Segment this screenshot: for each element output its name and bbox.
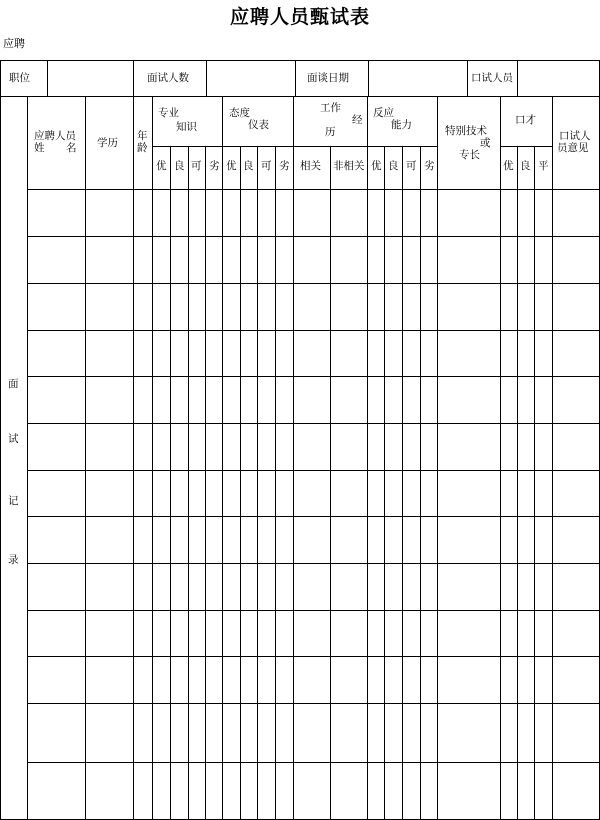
eloquence-grade-average: 平 xyxy=(538,160,549,172)
eloquence-grade-good: 良 xyxy=(520,160,531,172)
interview-date-label: 面谈日期 xyxy=(307,72,349,84)
education-header: 学历 xyxy=(97,137,118,149)
interview-count-label: 面试人数 xyxy=(147,72,189,84)
attitude-grade-fair: 可 xyxy=(261,160,272,172)
opinion-header-line1: 口试人 xyxy=(559,130,591,142)
reaction-header-line2: 能力 xyxy=(391,119,412,131)
age-header-line2: 龄 xyxy=(137,142,148,154)
age-header-line1: 年 xyxy=(137,130,148,142)
attitude-grade-poor: 劣 xyxy=(279,160,290,172)
form-subtitle: 应聘 xyxy=(3,37,25,50)
knowledge-header-line2: 知识 xyxy=(176,121,197,133)
name-header-line2a: 姓 xyxy=(34,142,45,154)
attitude-header-line1: 态度 xyxy=(229,107,250,119)
experience-header-line3: 历 xyxy=(325,126,336,138)
side-label-char-1: 面 xyxy=(8,378,19,390)
knowledge-grade-poor: 劣 xyxy=(209,160,220,172)
attitude-grade-excellent: 优 xyxy=(226,160,237,172)
side-label-char-2: 试 xyxy=(8,433,19,445)
knowledge-grade-good: 良 xyxy=(174,160,185,172)
name-header-line2b: 名 xyxy=(66,142,77,154)
skill-header-line1: 特别技术 xyxy=(445,125,487,137)
eloquence-grade-excellent: 优 xyxy=(503,160,514,172)
reaction-grade-poor: 劣 xyxy=(424,160,435,172)
attitude-header-line2: 仪表 xyxy=(248,119,269,131)
oral-examiner-label: 口试人员 xyxy=(471,72,513,84)
side-label-char-4: 录 xyxy=(8,554,19,566)
reaction-grade-good: 良 xyxy=(388,160,399,172)
experience-header-line2: 经 xyxy=(352,114,363,126)
experience-related: 相关 xyxy=(300,160,321,172)
experience-unrelated: 非相关 xyxy=(333,160,365,172)
experience-header-line1: 工作 xyxy=(320,102,341,114)
position-label: 职位 xyxy=(9,72,30,84)
name-header-line1: 应聘人员 xyxy=(34,130,76,142)
table-border xyxy=(1,61,600,820)
knowledge-grade-fair: 可 xyxy=(191,160,202,172)
reaction-header-line1: 反应 xyxy=(373,107,394,119)
eloquence-header: 口才 xyxy=(515,114,536,126)
form-title: 应聘人员甄试表 xyxy=(229,6,370,28)
opinion-header-line2: 员意见 xyxy=(557,142,589,154)
knowledge-header-line1: 专业 xyxy=(158,107,179,119)
side-label-char-3: 记 xyxy=(8,495,19,507)
reaction-grade-fair: 可 xyxy=(406,160,417,172)
skill-header-line3: 专长 xyxy=(459,149,480,161)
reaction-grade-excellent: 优 xyxy=(371,160,382,172)
knowledge-grade-excellent: 优 xyxy=(156,160,167,172)
skill-header-line2: 或 xyxy=(480,137,491,149)
attitude-grade-good: 良 xyxy=(243,160,254,172)
